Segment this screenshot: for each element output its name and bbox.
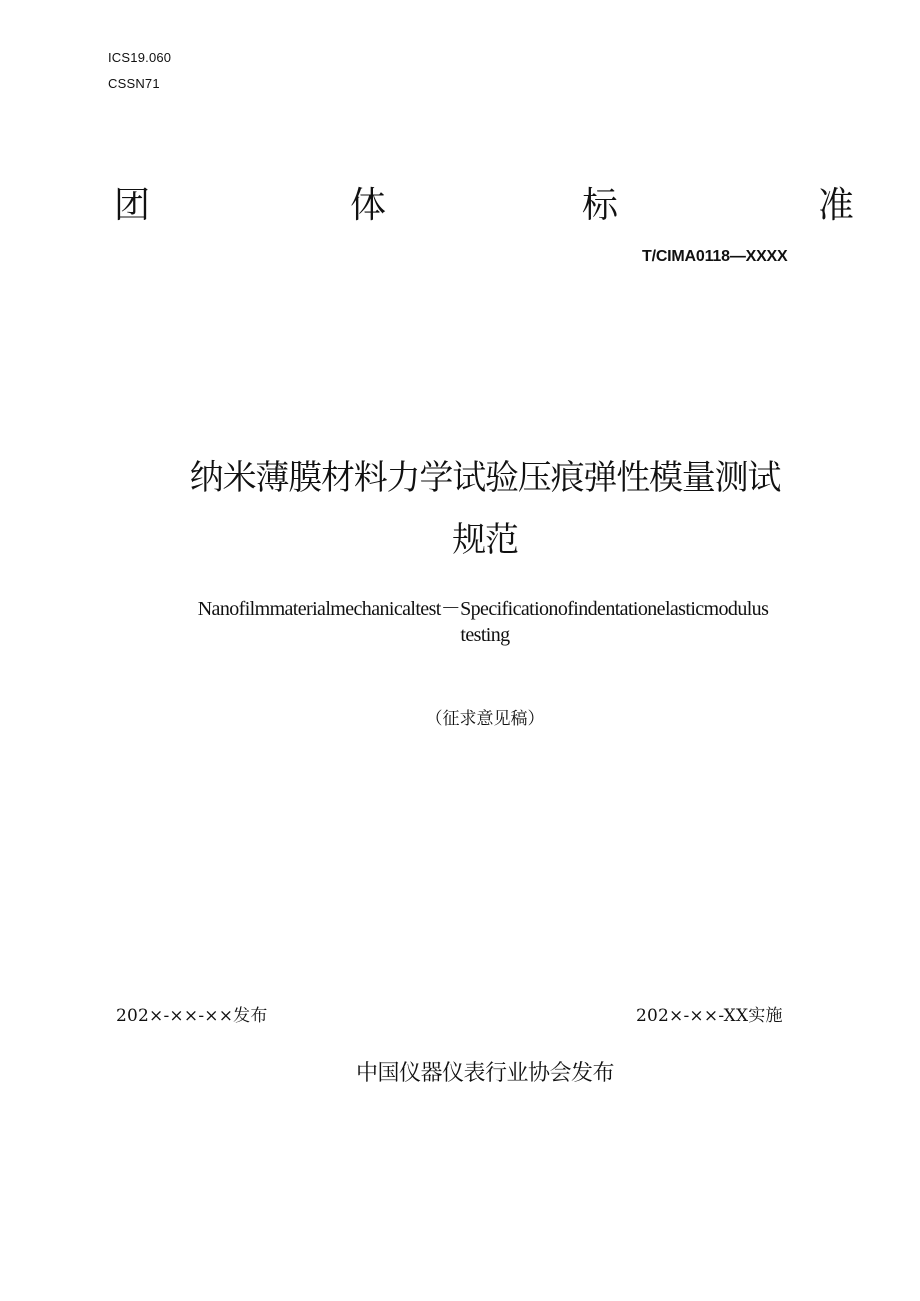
publish-date: 202×-××-××发布	[116, 1006, 268, 1026]
standard-type-char-4: 准	[818, 185, 855, 226]
standard-type-char-1: 团	[114, 185, 151, 226]
title-cn-line-2: 规范	[452, 520, 518, 560]
ics-code: ICS19.060	[108, 50, 172, 65]
implement-date: 202×-××-XX实施	[636, 1006, 783, 1026]
title-en-line-2: testing	[460, 624, 510, 646]
standard-type-char-2: 体	[350, 185, 387, 226]
title-cn-line-1: 纳米薄膜材料力学试验压痕弹性模量测试	[189, 458, 781, 498]
ccs-code: CSSN71	[108, 76, 160, 91]
standard-type-char-3: 标	[582, 185, 619, 226]
title-en-line-1: Nanofilmmaterialmechanicaltest－Specificationofindentationelasticmodulus	[197, 598, 769, 620]
draft-status: （征求意见稿）	[425, 709, 545, 729]
standard-number: T/CIMA0118—XXXX	[642, 248, 788, 265]
publisher: 中国仪器仪表行业协会发布	[355, 1061, 614, 1086]
